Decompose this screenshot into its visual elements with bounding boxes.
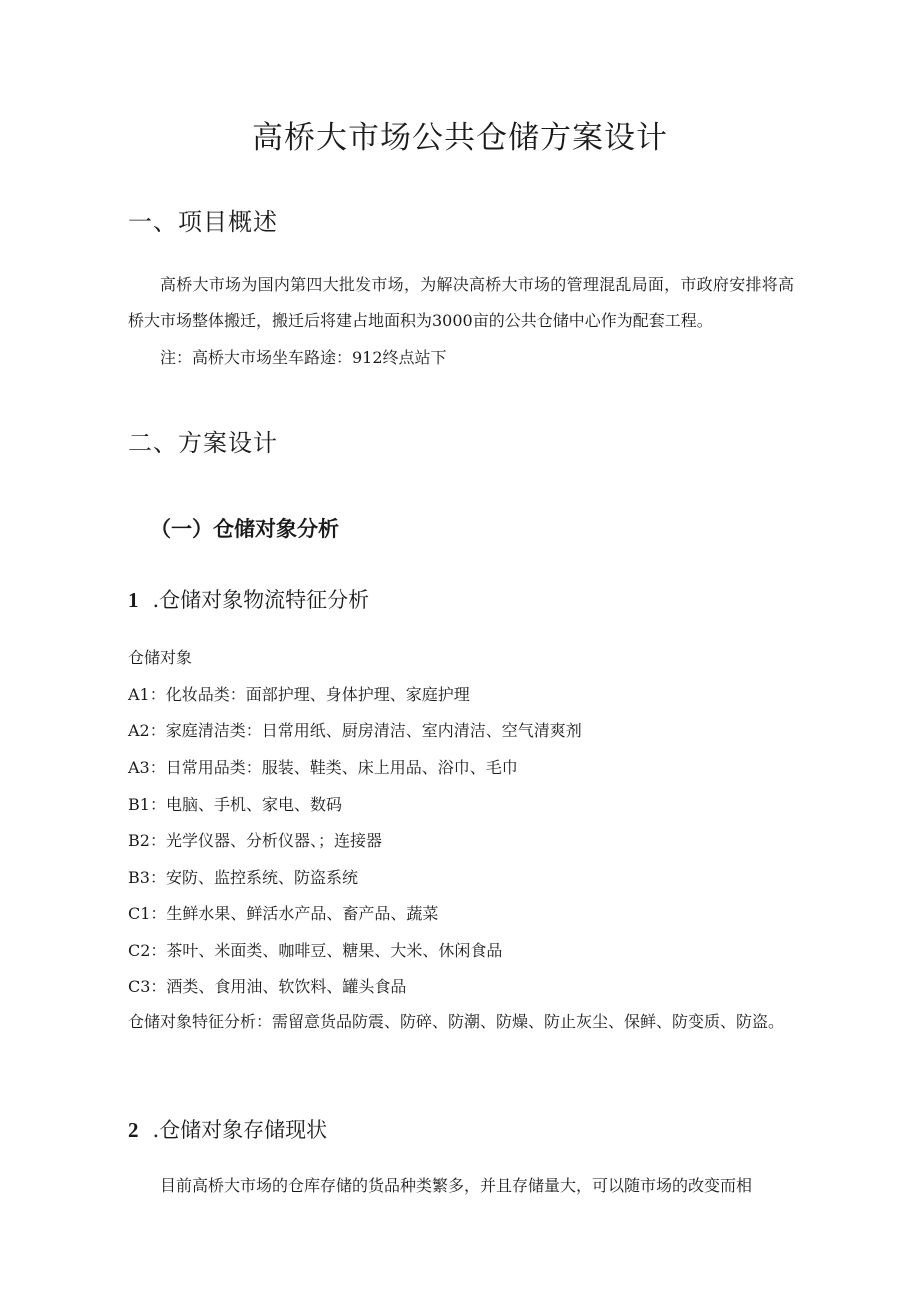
subsection-heading-object-analysis: （一）仓储对象分析 — [150, 517, 339, 541]
object-line: A3：日常用品类：服装、鞋类、床上用品、浴巾、毛巾 — [128, 758, 518, 777]
feature-analysis-paragraph: 仓储对象特征分析：需留意货品防震、防碎、防潮、防燥、防止灰尘、保鲜、防变质、防盗。 — [128, 1012, 785, 1031]
item-heading-text: .仓储对象物流特征分析 — [152, 588, 370, 612]
item-heading-storage-status — [128, 1114, 327, 1144]
section-heading-overview: 一、项目概述 — [128, 208, 278, 236]
object-line: B1：电脑、手机、家电、数码 — [128, 795, 342, 814]
storage-object-label: 仓储对象 — [128, 648, 193, 667]
item-number: 1 — [128, 588, 139, 612]
object-line: A1：化妆品类：面部护理、身体护理、家庭护理 — [128, 685, 470, 704]
overview-paragraph: 高桥大市场为国内第四大批发市场，为解决高桥大市场的管理混乱局面，市政府安排将高桥大市场整体搬迁，搬迁后将建占地面积为3000亩的公共仓储中心作为配套工程。 — [128, 275, 794, 330]
item-heading-logistics-features — [128, 584, 369, 614]
overview-note: 注：高桥大市场坐车路途：912终点站下 — [160, 348, 447, 367]
item-heading-text: .仓储对象存储现状 — [152, 1118, 328, 1142]
object-line: B3：安防、监控系统、防盗系统 — [128, 868, 358, 887]
item-number: 2 — [128, 1118, 139, 1142]
object-line: B2：光学仪器、分析仪器、；连接器 — [128, 831, 382, 850]
document-title: 高桥大市场公共仓储方案设计 — [252, 120, 668, 156]
object-line: C1：生鲜水果、鲜活水产品、畜产品、蔬菜 — [128, 904, 439, 923]
object-line: C3：酒类、食用油、软饮料、罐头食品 — [128, 977, 407, 996]
storage-status-paragraph: 目前高桥大市场的仓库存储的货品种类繁多，并且存储量大，可以随市场的改变而相 — [160, 1176, 753, 1195]
object-line: C2：茶叶、米面类、咖啡豆、糖果、大米、休闲食品 — [128, 941, 503, 960]
object-line: A2：家庭清洁类：日常用纸、厨房清洁、室内清洁、空气清爽剂 — [128, 721, 582, 740]
section-heading-design: 二、方案设计 — [128, 429, 278, 457]
